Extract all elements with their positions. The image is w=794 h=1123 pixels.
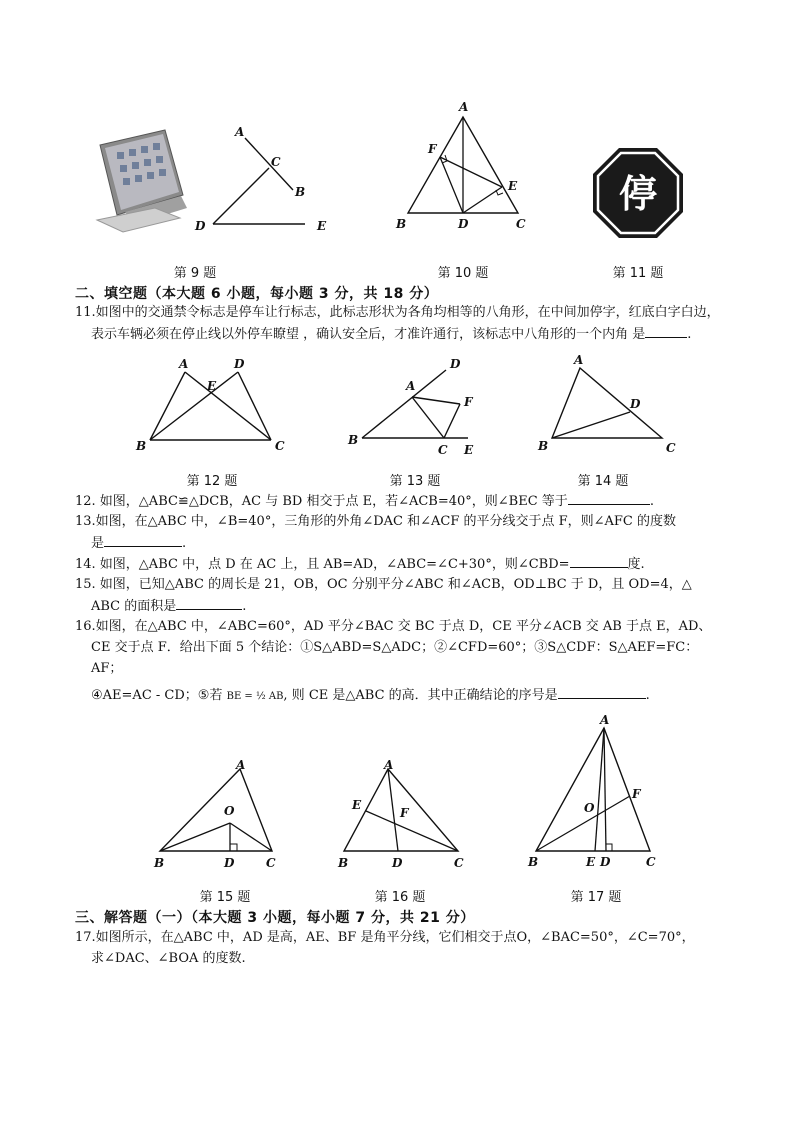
label-D: D — [234, 357, 245, 371]
label-C: C — [275, 439, 285, 453]
label-B: B — [348, 433, 359, 447]
label-E: E — [508, 179, 518, 193]
q14-answer-blank[interactable] — [570, 553, 628, 568]
label-B: B — [538, 439, 549, 453]
label-D: D — [600, 855, 611, 869]
label-O: O — [584, 801, 595, 815]
label-B: B — [136, 439, 147, 453]
figure-15 — [150, 755, 285, 873]
label-D: D — [630, 397, 641, 411]
q13-answer-blank[interactable] — [104, 532, 182, 547]
caption-fig15: 第 15 题 — [199, 890, 251, 905]
label-C: C — [646, 855, 656, 869]
label-F: F — [400, 806, 409, 820]
question-11: 11.如图中的交通禁令标志是停车让行标志，此标志形状为各角均相等的八角形，在中间加停字，红底白字白边， 表示车辆必须在停止线以外停车瞭望 ，确认安全后，才准许通行，该标志中八角形的一个内角 是 . — [75, 302, 725, 345]
q11-answer-blank[interactable] — [645, 323, 687, 338]
q16-fraction: BE = ½ AB — [226, 691, 284, 702]
label-A: A — [384, 758, 394, 772]
label-O: O — [224, 804, 235, 818]
label-A: A — [406, 379, 416, 393]
label-B: B — [528, 855, 539, 869]
figure-16 — [330, 755, 475, 873]
caption-fig12: 第 12 题 — [186, 474, 238, 489]
label-C: C — [266, 856, 276, 870]
label-D: D — [195, 219, 206, 233]
figure-14 — [530, 352, 685, 462]
figure-11-stop-sign — [592, 147, 684, 239]
label-C: C — [271, 155, 281, 169]
question-17: 17.如图所示，在△ABC 中，AD 是高，AE、BF 是角平分线，它们相交于点O，∠BAC=50°，∠C=70°， 求∠DAC、∠BOA 的度数. — [75, 930, 695, 966]
label-F: F — [464, 395, 473, 409]
caption-fig9: 第 9 题 — [173, 266, 217, 281]
caption-fig11: 第 11 题 — [612, 266, 664, 281]
question-14: 14. 如图，△ABC 中，点 D 在 AC 上，且 AB=AD，∠ABC=∠C+30°，则∠CBD= 度. — [75, 553, 725, 575]
label-C: C — [516, 217, 526, 231]
caption-fig17: 第 17 题 — [570, 890, 622, 905]
figure-9 — [95, 120, 345, 235]
label-C: C — [438, 443, 448, 457]
label-A: A — [459, 100, 469, 114]
label-A: A — [574, 353, 584, 367]
figure-17 — [520, 710, 670, 873]
q12-answer-blank[interactable] — [568, 490, 650, 505]
caption-fig14: 第 14 题 — [577, 474, 629, 489]
label-D: D — [392, 856, 403, 870]
question-15: 15. 如图，已知△ABC 的周长是 21，OB，OC 分别平分∠ABC 和∠ACB，OD⊥BC 于 D，且 OD=4，△ ABC 的面积是 . — [75, 577, 692, 614]
label-E: E — [352, 798, 362, 812]
question-12: 12. 如图，△ABC≌△DCB，AC 与 BD 相交于点 E，若∠ACB=40°，则∠BEC 等于 . — [75, 490, 725, 512]
q15-answer-blank[interactable] — [176, 595, 242, 610]
label-E: E — [464, 443, 474, 457]
label-C: C — [454, 856, 464, 870]
label-B: B — [154, 856, 165, 870]
label-C: C — [666, 441, 676, 455]
label-A: A — [179, 357, 189, 371]
figure-10 — [390, 95, 540, 235]
question-13: 13.如图，在△ABC 中，∠B=40°，三角形的外角∠DAC 和∠ACF 的平分线交于点 F，则∠AFC 的度数 是 . — [75, 514, 677, 551]
label-B: B — [338, 856, 349, 870]
label-E: E — [317, 219, 327, 233]
q16-answer-blank[interactable] — [558, 684, 646, 699]
question-16: 16.如图，在△ABC 中，∠ABC=60°，AD 平分∠BAC 交 BC 于点 D，CE 平分∠ACB 交 AB 于点 E，AD、 CE 交于点 F．给出下面 5 个结论：①S△ABD=S△ADC；②∠CFD=60°；③S△CDF：S△AEF=FC：AF； ④AE=AC - CD；⑤若 BE = ½ AB, 则 CE 是△ABC 的高．其中正确结论的序号是 . — [75, 619, 712, 703]
stop-sign-character: 停 — [618, 172, 658, 216]
label-F: F — [632, 787, 641, 801]
caption-fig10: 第 10 题 — [437, 266, 489, 281]
label-A: A — [236, 758, 246, 772]
q11-line2: 表示车辆必须在停止线以外停车瞭望 ，确认安全后，才准许通行，该标志中八角形的一个内角 是 — [91, 327, 646, 342]
label-A: A — [235, 125, 245, 139]
label-E: E — [586, 855, 596, 869]
label-D: D — [458, 217, 469, 231]
caption-fig16: 第 16 题 — [374, 890, 426, 905]
label-E: E — [207, 379, 217, 393]
section-2-heading: 二、填空题（本大题 6 小题，每小题 3 分，共 18 分） — [75, 286, 439, 302]
label-B: B — [396, 217, 407, 231]
label-A: A — [600, 713, 610, 727]
label-D: D — [450, 357, 461, 371]
figure-13 — [340, 352, 490, 462]
q11-line1: 11.如图中的交通禁令标志是停车让行标志，此标志形状为各角均相等的八角形，在中间加停字，红底白字白边， — [75, 305, 720, 320]
label-B: B — [295, 185, 306, 199]
label-F: F — [428, 142, 437, 156]
label-D: D — [224, 856, 235, 870]
caption-fig13: 第 13 题 — [389, 474, 441, 489]
section-3-heading: 三、解答题（一）（本大题 3 小题，每小题 7 分，共 21 分） — [75, 910, 475, 926]
figure-12 — [128, 352, 293, 462]
angle-figure-9 — [194, 125, 327, 233]
tablet-stand-photo — [97, 130, 187, 232]
